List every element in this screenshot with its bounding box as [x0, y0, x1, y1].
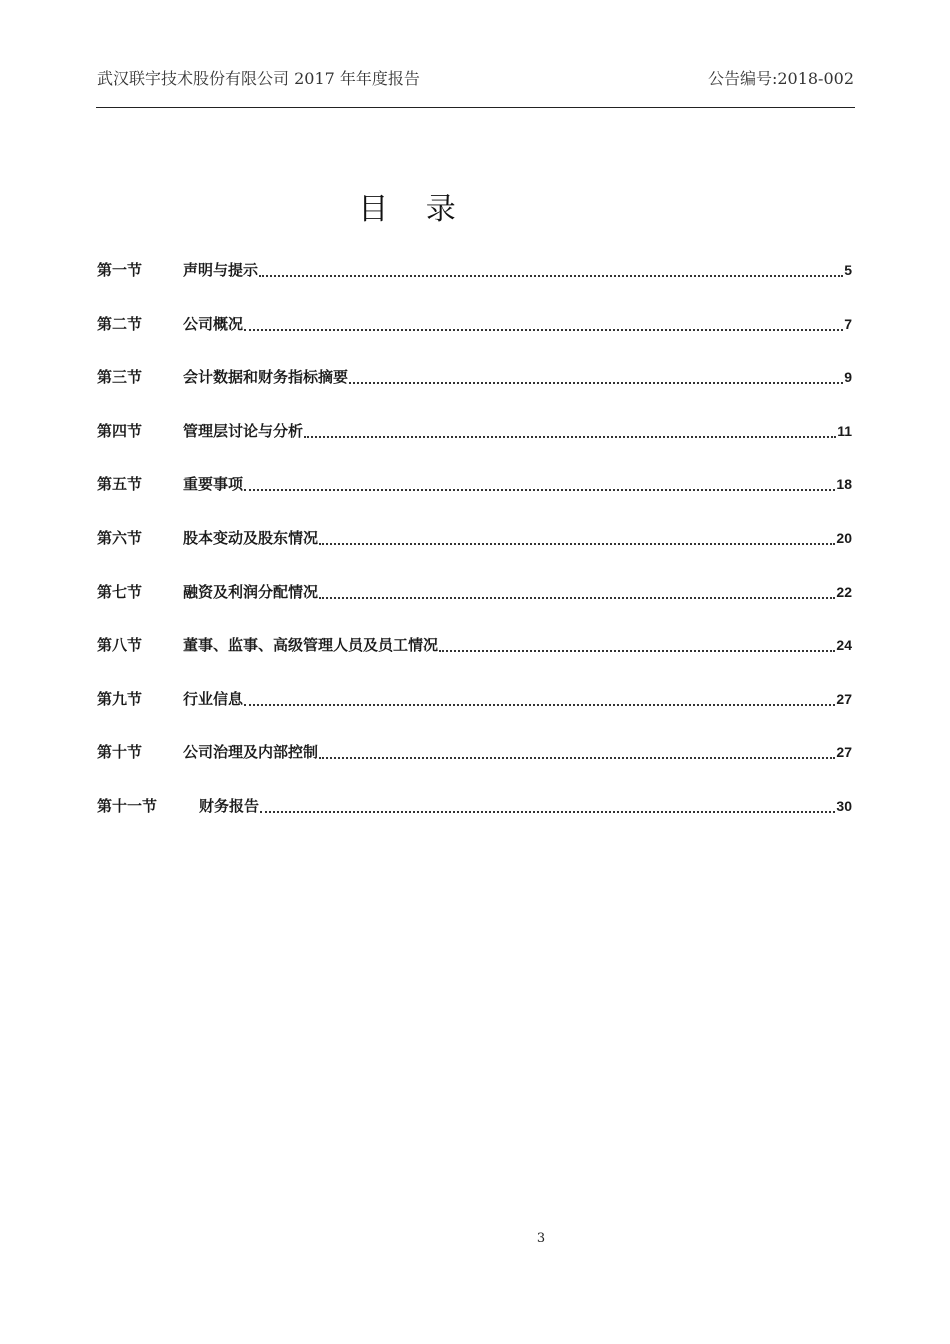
toc-section-number: 第六节: [97, 528, 143, 547]
toc-title: 目 录: [358, 192, 470, 227]
toc-dot-leader: [244, 472, 835, 491]
toc-entry[interactable]: [97, 687, 852, 741]
page-header: [97, 66, 854, 92]
toc-section-title: 会计数据和财务指标摘要: [183, 368, 349, 387]
toc-dot-leader: [319, 526, 835, 545]
toc-section-number: 第九节: [97, 689, 143, 708]
toc-entry[interactable]: [97, 258, 852, 312]
toc-page-number: 18: [836, 476, 852, 493]
toc-section-title: 行业信息: [183, 689, 244, 708]
toc-section-number: 第十节: [97, 743, 143, 762]
toc-dot-leader: [259, 258, 843, 277]
toc-section-title: 财务报告: [199, 796, 260, 815]
toc-section-title: 公司概况: [183, 314, 244, 333]
toc-section-number: 第四节: [97, 421, 143, 440]
report-title-header: 武汉联宇技术股份有限公司 2017 年年度报告: [97, 69, 420, 88]
table-of-contents: [97, 258, 852, 848]
toc-dot-leader: [304, 419, 836, 438]
page-number: 3: [536, 1231, 546, 1246]
toc-section-title: 公司治理及内部控制: [183, 743, 319, 762]
toc-page-number: 11: [837, 422, 852, 439]
toc-section-title: 声明与提示: [183, 261, 259, 279]
toc-dot-leader: [439, 633, 835, 652]
toc-page-number: 27: [836, 690, 852, 707]
toc-section-number: 第八节: [97, 636, 143, 655]
toc-entry[interactable]: [97, 740, 852, 794]
header-divider: [96, 107, 855, 108]
toc-section-title: 管理层讨论与分析: [183, 421, 304, 440]
toc-page-number: 27: [836, 744, 852, 761]
toc-section-number: 第五节: [97, 475, 143, 494]
toc-section-number: 第三节: [97, 368, 143, 387]
toc-section-title: 融资及利润分配情况: [183, 582, 319, 601]
toc-dot-leader: [260, 794, 835, 813]
toc-page-number: 22: [836, 583, 852, 600]
toc-dot-leader: [244, 312, 843, 331]
toc-page-number: 20: [836, 529, 852, 546]
toc-section-number: 第七节: [97, 582, 143, 601]
toc-section-title: 重要事项: [183, 475, 244, 494]
toc-dot-leader: [319, 740, 835, 759]
toc-page-number: 9: [844, 369, 852, 386]
toc-dot-leader: [319, 580, 835, 599]
toc-section-title: 董事、监事、高级管理人员及员工情况: [183, 636, 439, 655]
toc-entry[interactable]: [97, 472, 852, 526]
toc-section-number: 第一节: [97, 261, 143, 279]
toc-entry[interactable]: [97, 365, 852, 419]
toc-dot-leader: [349, 365, 843, 384]
toc-page-number: 30: [836, 797, 852, 814]
toc-page-number: 5: [844, 262, 852, 278]
toc-entry[interactable]: [97, 526, 852, 580]
toc-section-title: 股本变动及股东情况: [183, 528, 319, 547]
toc-page-number: 24: [836, 637, 852, 654]
toc-dot-leader: [244, 687, 835, 706]
toc-section-number: 第二节: [97, 314, 143, 333]
toc-entry[interactable]: [97, 580, 852, 634]
toc-entry[interactable]: [97, 312, 852, 366]
toc-entry[interactable]: [97, 794, 852, 848]
toc-section-number: 第十一节: [97, 796, 158, 815]
toc-page-number: 7: [844, 315, 852, 332]
announcement-number: 公告编号:2018-002: [707, 69, 854, 88]
toc-entry[interactable]: [97, 419, 852, 473]
toc-entry[interactable]: [97, 633, 852, 687]
